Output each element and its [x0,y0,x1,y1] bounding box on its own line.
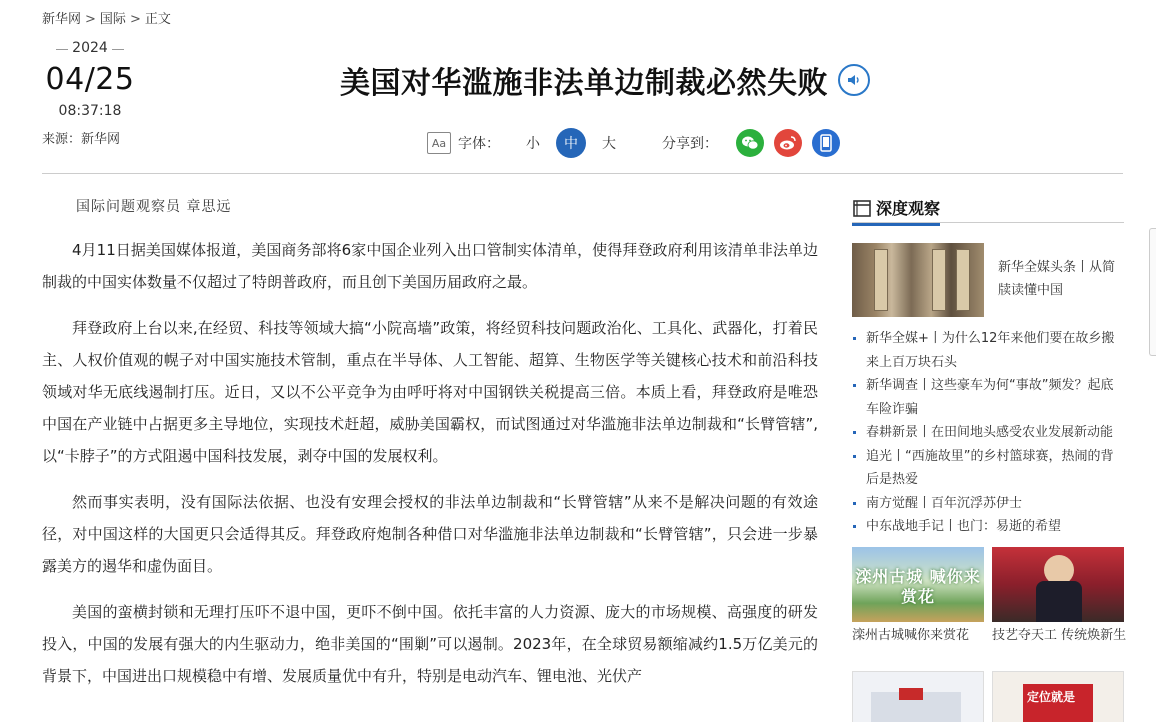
photo-card[interactable] [852,547,984,643]
news-link[interactable]: 春耕新景丨在田间地头感受农业发展新动能 [866,425,1114,440]
list-item [852,515,1124,539]
publish-month-day: 04/25 [45,62,135,97]
breadcrumb [42,8,171,27]
floating-side-tab[interactable] [1149,228,1156,356]
photo-card[interactable] [992,547,1127,643]
publish-year: 2024 [42,40,138,56]
bamboo-slip-shape [874,249,888,311]
share-wechat-button[interactable] [736,129,764,157]
font-size-large-button[interactable]: 大 [602,136,616,152]
photo-gallery [852,547,1127,643]
breadcrumb-home-link[interactable]: 新华网 [42,12,82,27]
promo-row [852,671,1124,722]
photo-thumbnail[interactable] [992,547,1124,622]
article-paragraph: 4月11日据美国媒体报道，美国商务部将6家中国企业列入出口管制实体清单，使得拜登政府利用该清单非法单边制裁的中国实体数量不仅超过了特朗普政府，而且创下美国历届政府之最。 [42,241,818,291]
window-icon [852,198,872,218]
publish-date [42,40,142,147]
logo-shape [899,688,923,700]
promo-text: 定位就是 [1027,689,1076,704]
bamboo-slip-shape [956,249,970,311]
news-link[interactable]: 南方觉醒丨百年沉浮苏伊士 [866,495,1023,511]
title-bar [340,58,870,102]
speaker-icon [846,72,862,88]
promo-banner[interactable] [852,671,984,722]
mobile-icon [819,134,833,152]
read-aloud-button[interactable] [838,64,870,96]
share-mobile-button[interactable] [812,129,840,157]
list-item [852,327,1124,374]
article-paragraph: 美国的蛮横封锁和无理打压吓不退中国，更吓不倒中国。依托丰富的人力资源、庞大的市场规模、高强度的研发投入，中国的发展有强大的内生驱动力，绝非美国的“围剿”可以遏制。2023年，在全球贸易额缩减约1.5万亿美元的背景下，中国进出口规模稳中有增、发展质量优中有升，特别是电动汽车、锂电池、光伏产 [42,603,818,685]
list-item [852,445,1124,492]
article-toolbar [427,128,840,158]
header-divider [42,173,1123,174]
breadcrumb-separator: > [85,12,96,27]
sidebar [852,196,1127,722]
publish-time: 08:37:18 [58,103,122,119]
list-item [852,374,1124,421]
article-source: 来源：新华网 [42,132,121,147]
news-link[interactable]: 中东战地手记丨也门：易逝的希望 [866,519,1062,534]
article-body [42,196,818,692]
news-link[interactable]: 新华全媒+丨为什么12年来他们要在故乡搬来上百万块石头 [866,331,1115,370]
font-size-small-button[interactable]: 小 [526,136,540,152]
figure-shape [1036,581,1082,622]
promo-banner[interactable] [992,671,1124,722]
font-size-icon: Aa [427,132,451,154]
font-size-label: 字体： [458,136,500,152]
bamboo-slip-shape [932,249,946,311]
weibo-icon [779,135,797,151]
feature-thumbnail[interactable] [852,243,984,317]
photo-thumbnail[interactable] [852,547,984,622]
share-label: 分享到： [662,136,718,152]
photo-caption[interactable]: 技艺夺天工 传统焕新生 [992,627,1127,643]
wechat-icon [741,135,759,151]
list-item [852,421,1124,445]
breadcrumb-section-link[interactable]: 国际 [99,12,126,27]
sidebar-section-title-wrap [852,196,940,226]
article-paragraph: 然而事实表明，没有国际法依据、也没有安理会授权的非法单边制裁和“长臂管辖”从来不是解决问题的有效途径，对中国这样的大国更只会适得其反。拜登政府炮制各种借口对华滥施非法单边制裁和“长臂管辖”，只会进一步暴露美方的遏华和虚伪面目。 [42,493,818,575]
sidebar-section-title: 深度观察 [876,199,941,218]
article-paragraph: 拜登政府上台以来,在经贸、科技等领域大搞“小院高墙”政策，将经贸科技问题政治化、工具化、武器化，打着民主、人权价值观的幌子对中国实施技术管制，重点在半导体、人工智能、超算、生物医学等关键核心技术和前沿科技领域对华无底线遏制打压。近日，又以不公平竞争为由呼吁将对中国钢铁关税提高三倍。本质上看，拜登政府是唯恐中国在产业链中占据更多主导地位，实现技术赶超，威胁美国霸权，而试图通过对华滥施非法单边制裁和“长臂管辖”,以“卡脖子”的方式阻遏中国科技发展，剥夺中国的发展权利。 [42,319,818,465]
font-size-medium-button[interactable]: 中 [556,128,586,158]
photo-overlay-text: 滦州古城 喊你来赏花 [855,566,981,606]
news-link[interactable]: 新华调查丨这些豪车为何“事故”频发？起底车险诈骗 [866,378,1114,417]
photo-caption[interactable]: 滦州古城喊你来赏花 [852,627,970,643]
news-link[interactable]: 追光丨“西施故里”的乡村篮球赛，热闹的背后是热爱 [866,448,1114,487]
article-author: 国际问题观察员 章思远 [76,199,232,215]
news-list [852,327,1124,539]
feature-headline[interactable]: 新华全媒头条丨从简牍读懂中国 [998,260,1116,298]
breadcrumb-current: 正文 [144,12,171,27]
page-title: 美国对华滥施非法单边制裁必然失败 [340,66,828,101]
sidebar-section-header [852,196,1124,223]
feature-story[interactable] [852,243,1124,317]
breadcrumb-separator: > [129,12,141,27]
list-item [852,492,1124,516]
share-weibo-button[interactable] [774,129,802,157]
